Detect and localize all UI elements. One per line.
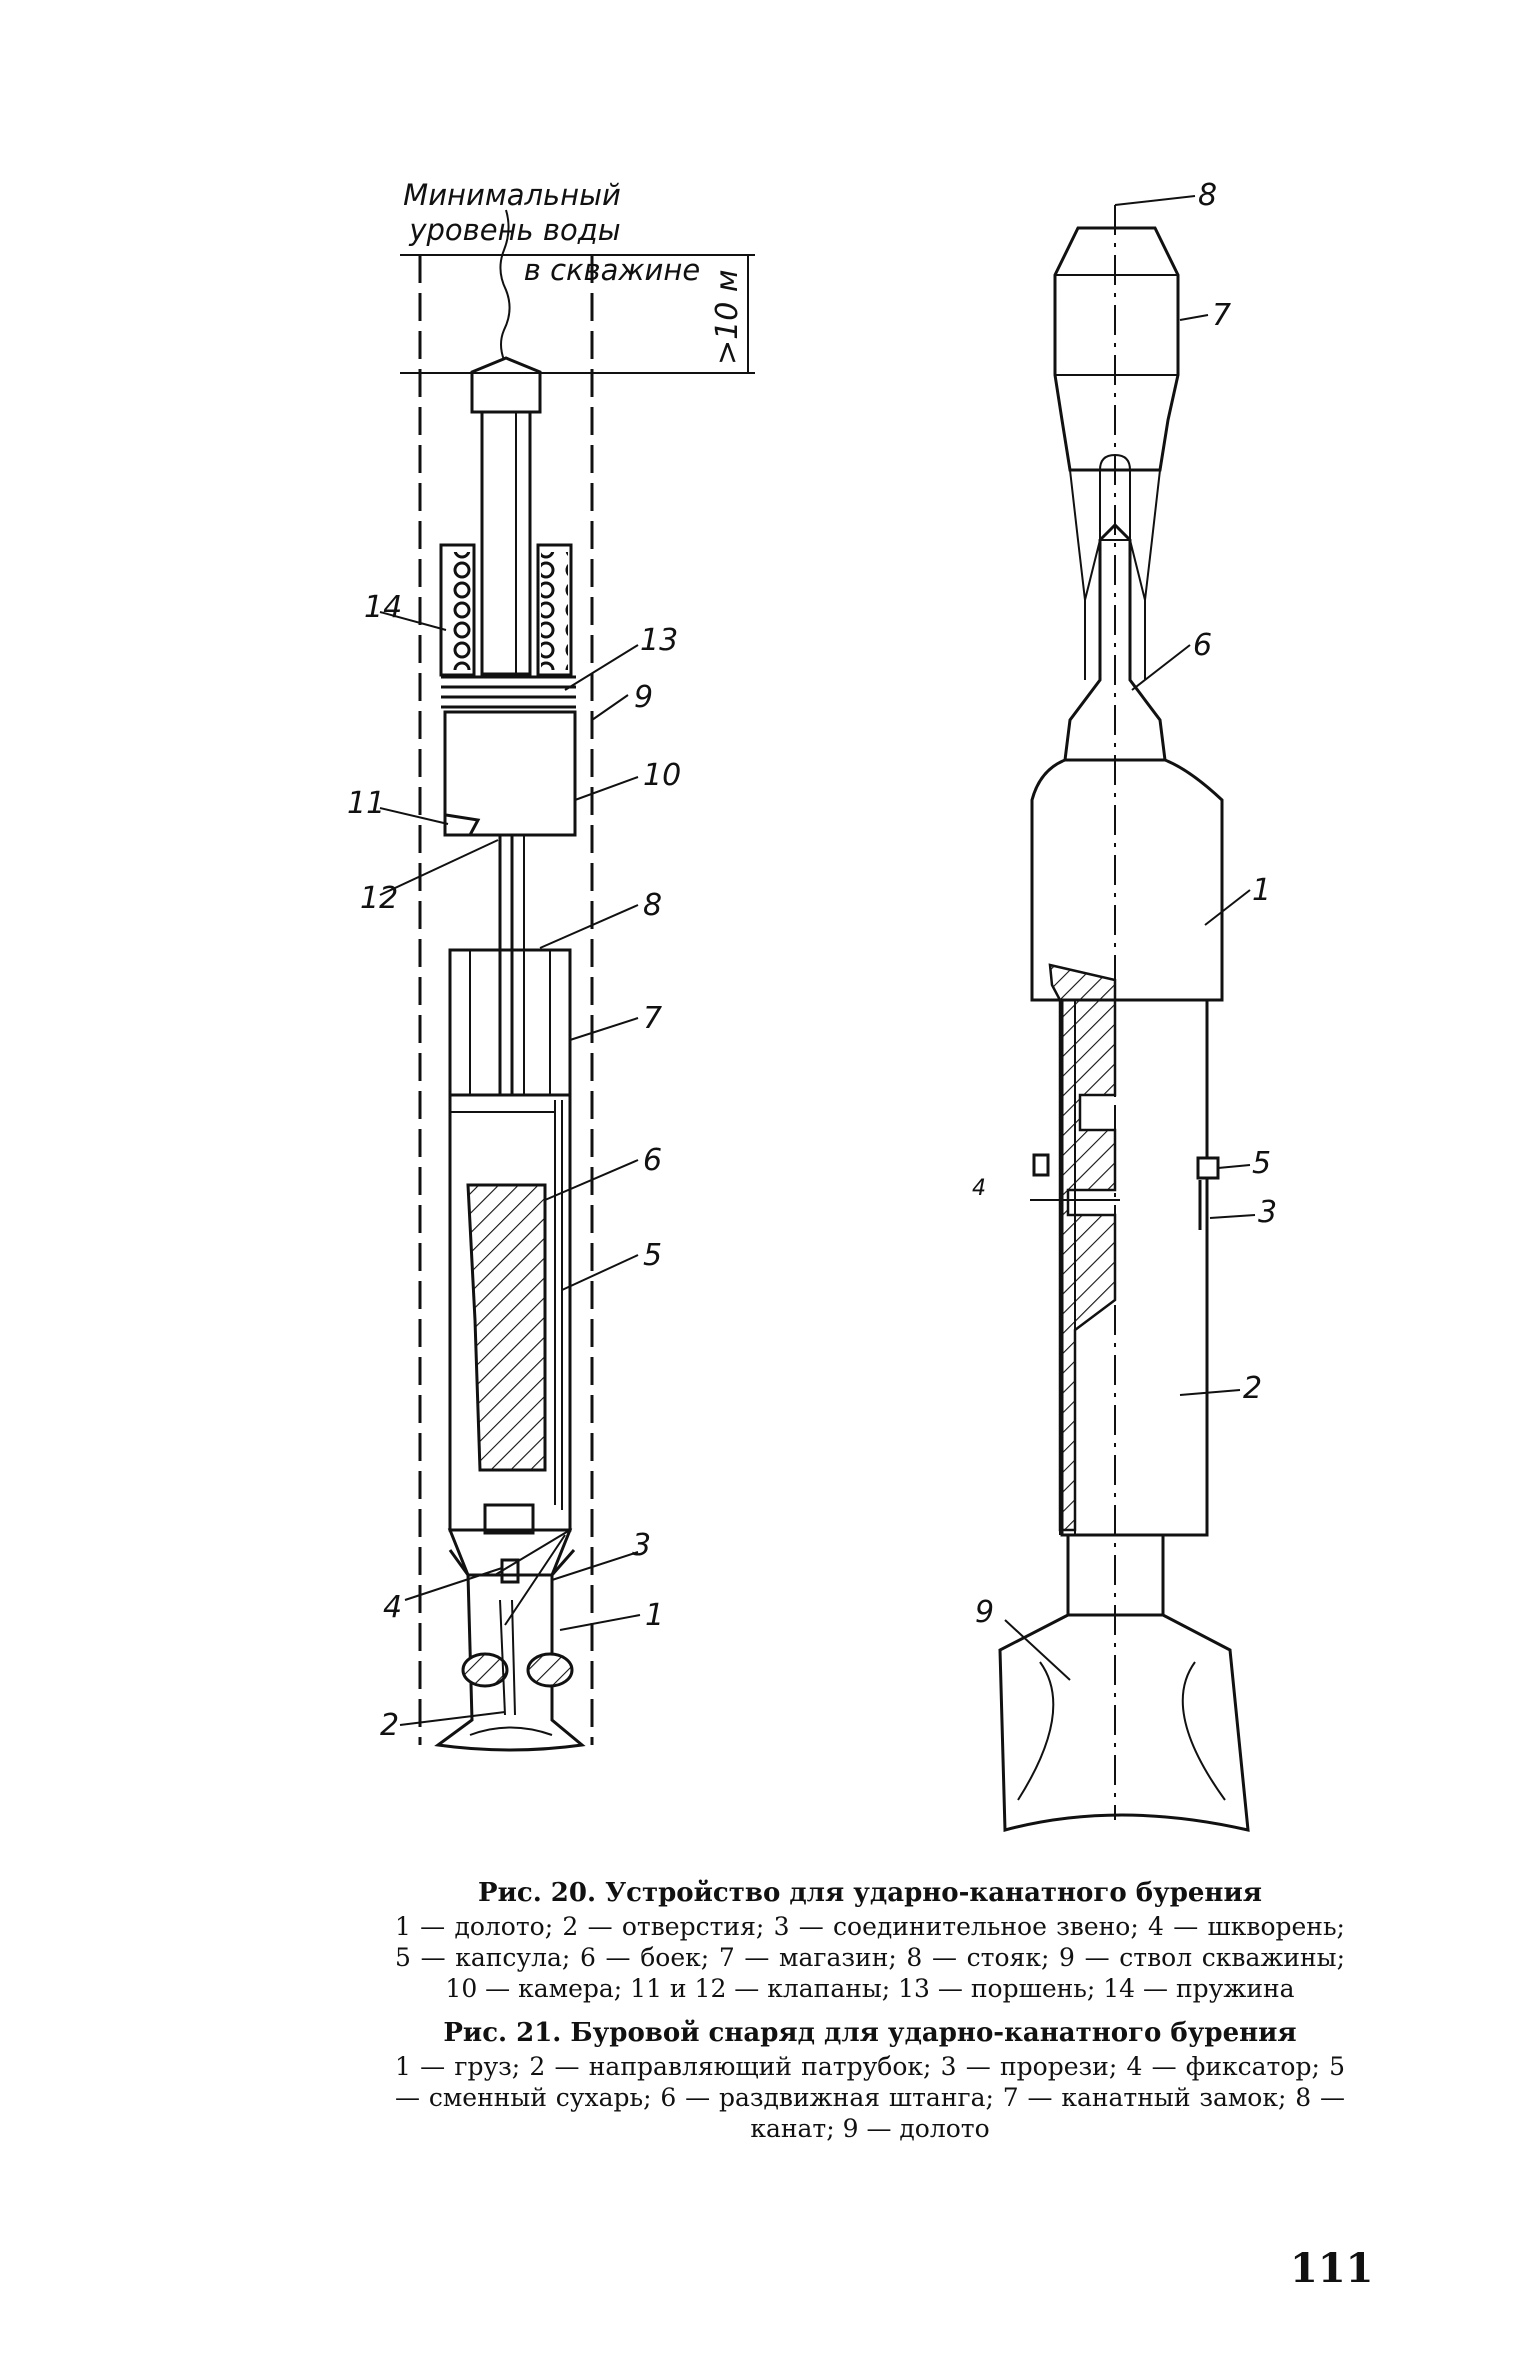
- fixator: [1034, 1155, 1048, 1175]
- fig20-label-2: 2: [380, 1708, 400, 1743]
- fig20-label-5: 5: [643, 1238, 663, 1273]
- fig21-label-2: 2: [1243, 1371, 1263, 1406]
- striker: [468, 1185, 545, 1470]
- standpipe-upper: [482, 412, 530, 674]
- fig20-label-3: 3: [632, 1528, 652, 1563]
- spring-coil-left: [444, 552, 471, 670]
- fig21-label-4: 4: [972, 1176, 986, 1201]
- fig20-label-9: 9: [634, 680, 654, 715]
- weight: [1032, 760, 1222, 1000]
- bit-cutter-right: [528, 1654, 572, 1686]
- valve-11: [446, 815, 478, 835]
- fig20-label-6: 6: [643, 1143, 663, 1178]
- fig20-caption-body: 1 — долото; 2 — отверстия; 3 — соединительное звено; 4 — шкворень; 5 — капсула; 6 — боек; 7 — магазин; 8 — стояк; 9 — ствол скважины; 10 — камера; 11 и 12 — клапаны; 13 — поршень; 14 — пружина: [395, 1912, 1345, 2003]
- annotation-line-2: уровень воды: [409, 213, 621, 247]
- fig21-label-1: 1: [1252, 873, 1272, 908]
- fig20-label-8: 8: [643, 888, 663, 923]
- fig20-label-11: 11: [347, 786, 386, 821]
- figure-21-drill-string: [1000, 196, 1255, 1830]
- fig20-label-7: 7: [643, 1001, 663, 1036]
- spring-coil-right: [541, 552, 568, 670]
- figure-20-drilling-device: [380, 210, 755, 1750]
- fig20-label-10: 10: [643, 758, 682, 793]
- insert-5: [1198, 1158, 1218, 1178]
- depth-label: >10 м: [710, 269, 745, 365]
- annotation-line-1: Минимальный: [403, 178, 621, 212]
- bit-cutter-left: [463, 1654, 507, 1686]
- fig21-caption-body: 1 — груз; 2 — направляющий патрубок; 3 — прорези; 4 — фиксатор; 5 — сменный сухарь; 6 — раздвижная штанга; 7 — канатный замок; 8 — канат; 9 — долото: [395, 2052, 1345, 2143]
- fig21-label-8: 8: [1198, 178, 1218, 213]
- fig20-caption-title: Рис. 20. Устройство для ударно-канатного бурения: [478, 1878, 1262, 1908]
- bit-top-cone: [450, 1530, 570, 1575]
- top-cap: [472, 358, 540, 412]
- page-number: 111: [1290, 2245, 1374, 2292]
- magazine: [450, 950, 570, 1095]
- fig20-label-14: 14: [364, 590, 403, 625]
- fig20-label-12: 12: [360, 881, 399, 916]
- rope-socket: [1055, 228, 1178, 470]
- fig20-label-4: 4: [383, 1590, 403, 1625]
- annotation-line-3: в скважине: [523, 253, 701, 287]
- fig21-label-6: 6: [1193, 628, 1213, 663]
- cable-line-8: [1115, 196, 1195, 205]
- captions: [395, 1878, 1345, 2158]
- fig21-caption-title: Рис. 21. Буровой снаряд для ударно-канатного бурения: [443, 2018, 1297, 2048]
- fig21-label-3: 3: [1258, 1195, 1278, 1230]
- fig20-label-1: 1: [645, 1598, 665, 1633]
- fig21-label-7: 7: [1212, 298, 1232, 333]
- drill-bit: [438, 1550, 582, 1750]
- fig21-label-9: 9: [975, 1595, 995, 1630]
- bit: [1000, 1615, 1248, 1830]
- fig21-label-5: 5: [1252, 1146, 1272, 1181]
- fig20-label-13: 13: [640, 623, 679, 658]
